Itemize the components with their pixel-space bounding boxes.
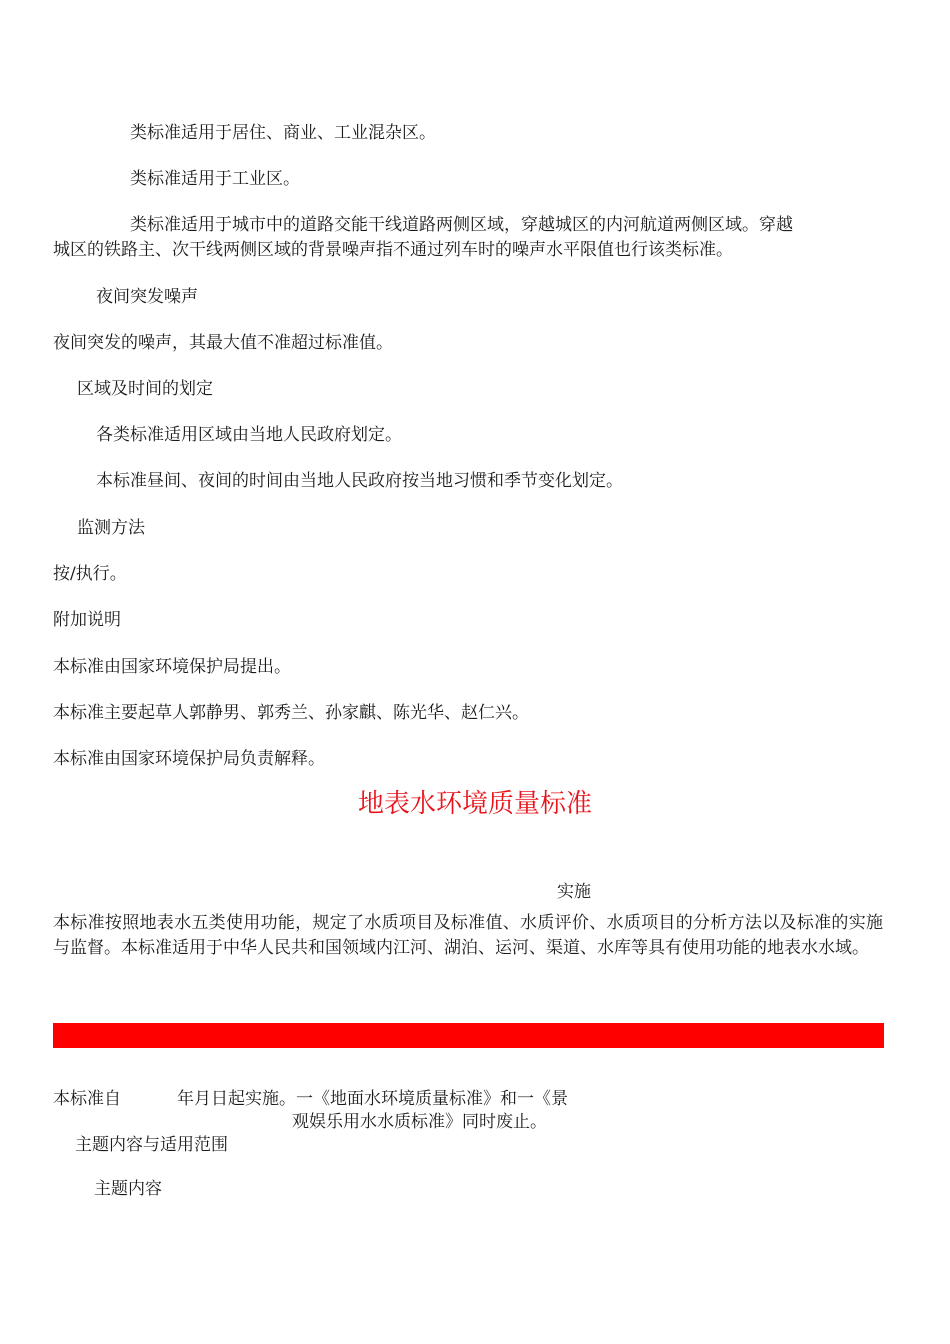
section-heading: 主题内容 [94, 1179, 162, 1199]
text-line: 类标准适用于城市中的道路交能干线道路两侧区域，穿越城区的内河航道两侧区域。穿越 [130, 215, 793, 235]
text-line: 本标准由国家环境保护局负责解释。 [53, 749, 325, 769]
text-line: 按/执行。 [53, 564, 127, 584]
section-heading: 夜间突发噪声 [96, 287, 198, 307]
section-heading: 主题内容与适用范围 [75, 1135, 228, 1155]
text-line: 本标准由国家环境保护局提出。 [53, 657, 291, 677]
text-line: 本标准昼间、夜间的时间由当地人民政府按当地习惯和季节变化划定。 [96, 471, 623, 491]
section-heading: 附加说明 [53, 610, 121, 630]
intro-paragraph: 本标准按照地表水五类使用功能，规定了水质项目及标准值、水质评价、水质项目的分析方法以及标准的实施与监督。本标准适用于中华人民共和国领域内江河、湖泊、运河、渠道、水库等具有使用功能的地表水水域。 [53, 913, 883, 958]
effective-date-text-cont: 观娱乐用水水质标准》同时废止。 [292, 1112, 547, 1132]
text-line: 类标准适用于居住、商业、工业混杂区。 [130, 123, 436, 143]
implementation-label: 实施 [557, 882, 591, 902]
effective-date-text: 年月日起实施。一《地面水环境质量标准》和一《景 [177, 1089, 568, 1109]
text-line: 本标准主要起草人郭静男、郭秀兰、孙家麒、陈光华、赵仁兴。 [53, 703, 529, 723]
section-heading: 区域及时间的划定 [77, 379, 213, 399]
section-heading: 监测方法 [77, 518, 145, 538]
text-line: 类标准适用于工业区。 [130, 169, 300, 189]
red-divider-bar [53, 1023, 884, 1048]
text-line: 夜间突发的噪声，其最大值不准超过标准值。 [53, 333, 393, 353]
text-line: 各类标准适用区域由当地人民政府划定。 [96, 425, 402, 445]
effective-date-label: 本标准自 [53, 1089, 121, 1109]
text-line: 城区的铁路主、次干线两侧区域的背景噪声指不通过列车时的噪声水平限值也行该类标准。 [53, 240, 733, 260]
document-title: 地表水环境质量标准 [357, 789, 592, 819]
